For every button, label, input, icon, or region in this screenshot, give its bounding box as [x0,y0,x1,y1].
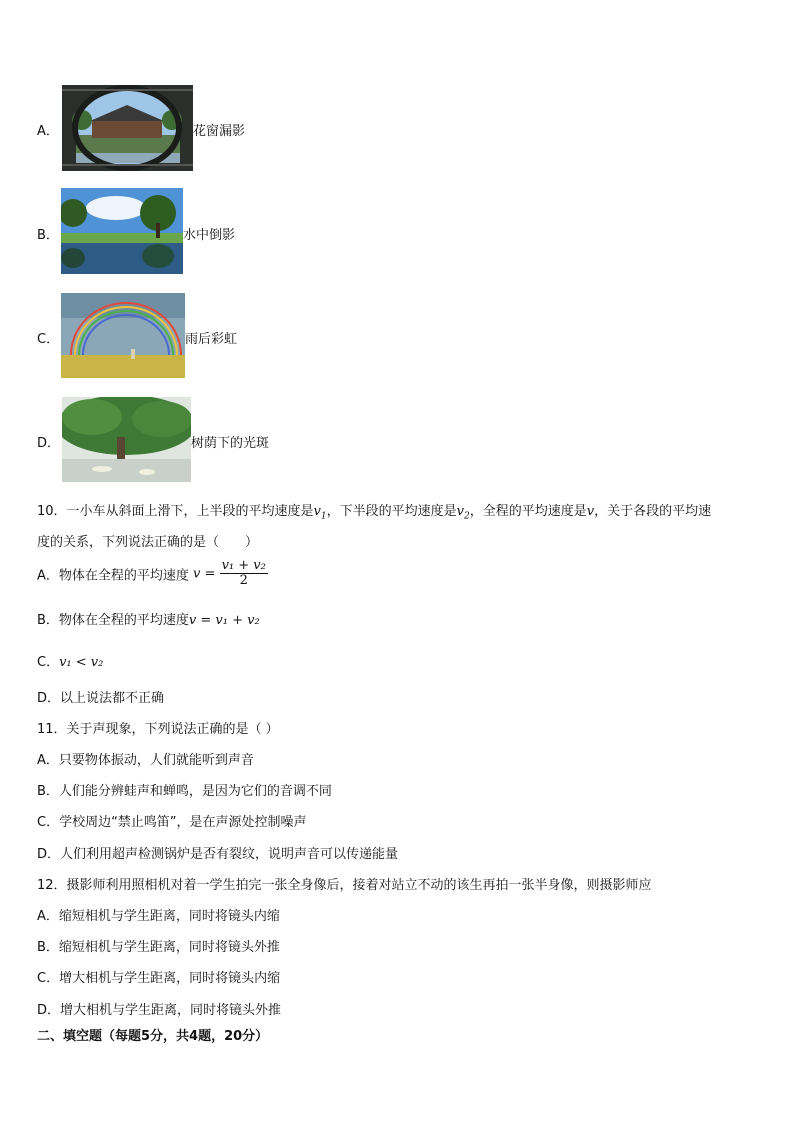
q10-text-a: 10．一小车从斜面上滑下，上半段的平均速度是 [37,504,314,519]
q10-stem-line2: 度的关系，下列说法正确的是（ ） [37,535,259,550]
q10-text-d: ，关于各段的平均速 [594,504,712,519]
option-c-caption: 雨后彩虹 [185,332,238,347]
q10-option-b-eq: v = v₁ + v₂ [188,613,260,628]
option-a-letter: A． [37,124,59,139]
q11-option-a: A．只要物体振动，人们就能听到声音 [37,753,254,768]
section-heading: 二、填空题（每题5分，共4题，20分） [37,1029,269,1044]
q10-option-c-eq: v₁ < v₂ [59,655,104,670]
q10-option-b [37,609,260,628]
q10-option-c-text: C． [37,655,60,670]
q10-stem-line1 [37,500,711,522]
q10-v1: $v_1$ [313,504,327,522]
q11-option-d: D．人们利用超声检测锅炉是否有裂纹，说明声音可以传递能量 [37,847,399,862]
tree-shade-image [62,397,191,482]
lattice-window-garden-image [62,85,193,171]
q10-v2: $v_2$ [456,504,470,522]
q10-option-a [37,559,268,589]
q10-text-c: ，全程的平均速度是 [469,504,587,519]
option-a-caption: 花窗漏影 [193,124,246,139]
q12-option-a: A．缩短相机与学生距离，同时将镜头内缩 [37,909,280,924]
option-b-letter: B． [37,228,59,243]
q11-option-c: C．学校周边“禁止鸣笛”，是在声源处控制噪声 [37,815,307,830]
q11-stem: 11．关于声现象，下列说法正确的是（ ） [37,722,279,737]
q10-option-a-fraction [220,559,268,589]
lake-reflection-image [61,188,183,274]
rainbow-image [61,293,185,378]
q12-option-b: B．缩短相机与学生距离，同时将镜头外推 [37,940,280,955]
q10-text-b: ，下半段的平均速度是 [326,504,457,519]
option-d-caption: 树荫下的光斑 [191,436,270,451]
option-c-letter: C． [37,332,60,347]
q12-option-d: D．增大相机与学生距离，同时将镜头外推 [37,1003,282,1018]
option-d-letter: D． [37,436,61,451]
q10-option-d: D．以上说法都不正确 [37,691,165,706]
q12-stem: 12．摄影师利用照相机对着一学生拍完一张全身像后，接着对站立不动的该生再拍一张半身像，则摄影师应 [37,878,652,893]
q10-option-a-text: A．物体在全程的平均速度 [37,568,189,584]
fraction-denominator: 2 [239,573,248,589]
fraction-numerator: v₁ + v₂ [221,558,266,573]
q10-option-a-eq: v = [193,566,216,582]
q10-v: v [586,504,595,519]
q11-option-b: B．人们能分辨蛙声和蝉鸣，是因为它们的音调不同 [37,784,332,799]
q12-option-c: C．增大相机与学生距离，同时将镜头内缩 [37,971,281,986]
q10-option-c [37,651,103,670]
option-b-caption: 水中倒影 [183,228,236,243]
q10-option-b-text: B．物体在全程的平均速度 [37,613,189,628]
